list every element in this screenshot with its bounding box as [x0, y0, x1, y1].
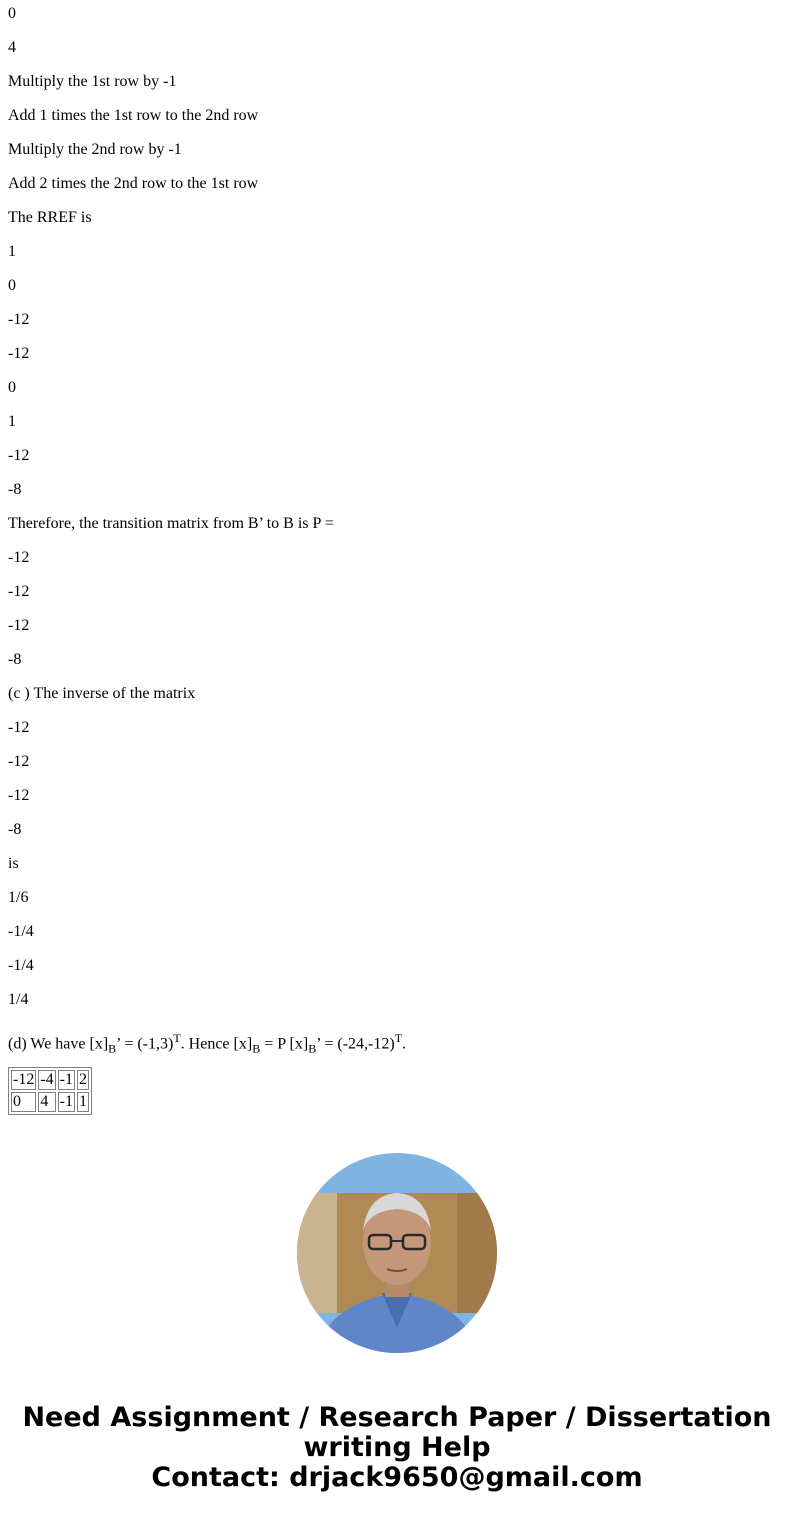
- part-d-text: (d) We have [x]: [8, 1035, 109, 1053]
- avatar: [297, 1153, 497, 1353]
- text-line: 1/6: [8, 889, 29, 906]
- contact-banner: [0, 1403, 794, 1493]
- part-d-text: ’ = (-24,-12): [316, 1035, 395, 1053]
- text-line: Multiply the 2nd row by -1: [8, 141, 182, 158]
- text-line: -12: [8, 345, 30, 362]
- subscript: B: [308, 1041, 317, 1056]
- table-cell: 1: [78, 1093, 87, 1110]
- text-line: -12: [8, 617, 30, 634]
- table-cell: -1: [59, 1071, 73, 1088]
- text-line: -8: [8, 651, 22, 668]
- text-line: The RREF is: [8, 209, 92, 226]
- text-line: Multiply the 1st row by -1: [8, 73, 177, 90]
- text-line: 4: [8, 39, 16, 56]
- text-line: -12: [8, 719, 30, 736]
- text-line: 0: [8, 277, 16, 294]
- banner-contact-line: Contact: drjack9650@gmail.com: [151, 1462, 643, 1493]
- table-cell: 2: [78, 1071, 87, 1088]
- text-line: -12: [8, 787, 30, 804]
- text-line: 1: [8, 413, 16, 430]
- avatar-portrait-image: [297, 1153, 497, 1353]
- part-d-text: = P [x]: [260, 1035, 309, 1053]
- text-line: -12: [8, 549, 30, 566]
- text-line: 1/4: [8, 991, 29, 1008]
- text-line: is: [8, 855, 19, 872]
- table-cell: -1: [59, 1093, 73, 1110]
- table-row: [11, 1092, 89, 1112]
- text-line: -12: [8, 447, 30, 464]
- part-d-text: .: [402, 1035, 407, 1053]
- subscript: B: [108, 1041, 117, 1056]
- text-line: 1: [8, 243, 16, 260]
- table-cell: -4: [40, 1071, 54, 1088]
- table-row: [11, 1070, 89, 1090]
- text-line: Add 2 times the 2nd row to the 1st row: [8, 175, 259, 192]
- table-cell: 4: [38, 1092, 55, 1112]
- text-line: (c ) The inverse of the matrix: [8, 685, 196, 702]
- part-d-text: ’ = (-1,3): [116, 1035, 174, 1053]
- superscript: T: [394, 1031, 403, 1045]
- text-line: -12: [8, 753, 30, 770]
- text-line: -12: [8, 311, 30, 328]
- text-line: Add 1 times the 1st row to the 2nd row: [8, 107, 259, 124]
- text-line: Therefore, the transition matrix from B’ to B is P =: [8, 515, 334, 532]
- banner-line-2: writing Help: [303, 1432, 491, 1463]
- text-line: -1/4: [8, 957, 34, 974]
- superscript: T: [173, 1031, 181, 1045]
- table-cell: 0: [11, 1092, 36, 1112]
- part-d-line: [8, 1024, 407, 1056]
- text-line: -12: [8, 583, 30, 600]
- text-line: 0: [8, 5, 16, 22]
- table-cell: -12: [13, 1071, 35, 1088]
- subscript: B: [252, 1041, 261, 1056]
- part-d-text: . Hence [x]: [180, 1035, 253, 1053]
- text-line: 0: [8, 379, 16, 396]
- banner-line-1: Need Assignment / Research Paper / Dissertation: [22, 1402, 772, 1433]
- matrix-table: [8, 1067, 92, 1115]
- avatar-wall-right: [457, 1193, 497, 1313]
- text-line: -1/4: [8, 923, 34, 940]
- text-line: -8: [8, 481, 22, 498]
- text-line: -8: [8, 821, 22, 838]
- avatar-wall-left: [297, 1193, 337, 1313]
